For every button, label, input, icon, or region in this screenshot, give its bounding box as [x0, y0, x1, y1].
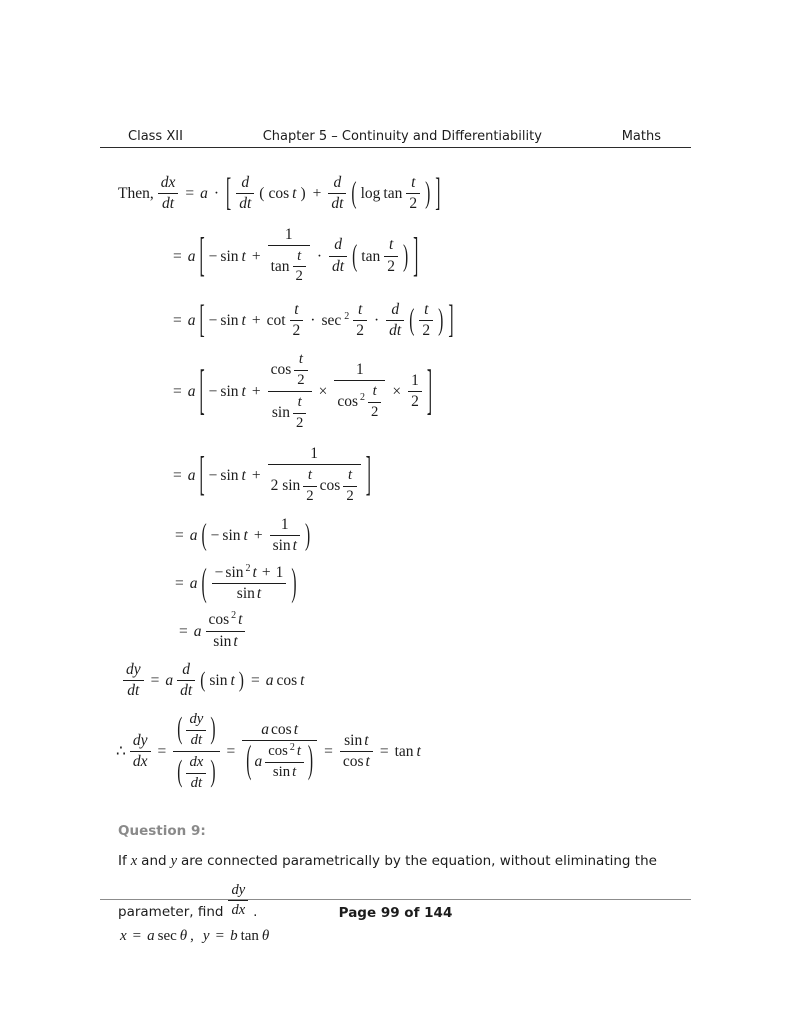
math-token: tan	[394, 743, 414, 761]
left-bracket: [	[199, 230, 205, 282]
denominator	[270, 535, 300, 555]
fraction	[406, 174, 420, 214]
plus-sign: +	[261, 563, 271, 581]
equals-sign: =	[185, 185, 195, 203]
left-bracket: [	[226, 172, 232, 216]
math-token: cos	[342, 753, 364, 771]
denominator: 2	[290, 320, 304, 340]
minus-sign: −	[214, 563, 224, 581]
math-token: sin	[220, 383, 239, 401]
numerator: t	[297, 394, 302, 411]
question-text: If	[118, 853, 127, 870]
fraction	[270, 516, 300, 556]
superscript: 2	[344, 310, 350, 322]
fraction	[242, 721, 317, 782]
math-token: sec	[321, 311, 342, 329]
numerator: dx	[189, 754, 204, 771]
right-bracket: ]	[435, 172, 441, 216]
math-token: a	[193, 622, 202, 640]
math-token: θ	[179, 927, 188, 944]
fraction	[328, 174, 346, 214]
equals-sign: =	[179, 622, 188, 640]
dot-operator: ·	[316, 247, 323, 265]
fraction	[343, 467, 356, 505]
denominator: 2	[294, 370, 307, 389]
header-class: Class XII	[128, 129, 183, 144]
numerator	[265, 743, 304, 761]
fraction	[130, 732, 151, 772]
denominator: dt	[386, 320, 404, 340]
fraction	[334, 361, 385, 422]
numerator: d	[241, 174, 250, 191]
dot-operator: ·	[213, 185, 220, 203]
equation-step-8	[176, 611, 760, 651]
question-label: Question 9:	[118, 823, 206, 840]
math-token: b	[230, 927, 238, 944]
denominator	[334, 380, 385, 422]
math-token: cos	[337, 393, 359, 411]
math-token: tan	[383, 185, 403, 203]
math-token: a	[261, 721, 270, 739]
numerator: d	[182, 660, 191, 678]
math-token: cos	[268, 185, 290, 203]
math-token: cos	[271, 721, 292, 739]
fraction	[268, 445, 361, 506]
math-token: sin	[272, 537, 291, 555]
left-paren: (	[259, 185, 265, 203]
left-paren: (	[409, 303, 415, 338]
equation-step-7	[172, 561, 760, 606]
math-token: t	[300, 672, 305, 690]
plus-sign: +	[251, 383, 261, 401]
math-token: y	[202, 927, 210, 944]
math-token: 2 sin	[270, 477, 301, 495]
equals-sign: =	[175, 527, 184, 545]
math-token: a	[165, 672, 174, 690]
numerator: dx	[160, 174, 176, 191]
math-token: sin	[344, 731, 363, 749]
header-subject: Maths	[621, 129, 661, 144]
denominator: dt	[236, 193, 254, 213]
left-paren: (	[200, 668, 206, 693]
math-token: y	[170, 853, 178, 870]
dot-operator: ·	[373, 311, 380, 329]
math-token: sin	[213, 632, 232, 650]
numerator: dy	[231, 882, 246, 899]
equals-sign: =	[173, 467, 182, 485]
math-token: a	[187, 311, 196, 329]
denominator	[242, 740, 317, 782]
denominator: 2	[368, 402, 381, 421]
plus-sign: +	[251, 311, 261, 329]
fraction	[353, 301, 367, 341]
equals-sign: =	[150, 672, 160, 690]
math-token: cos	[319, 477, 341, 495]
equals-sign: =	[132, 927, 142, 944]
fraction	[419, 301, 433, 341]
math-token: a	[189, 574, 198, 592]
numerator	[206, 611, 246, 630]
question-equation	[120, 928, 760, 945]
left-paren: (	[177, 754, 183, 789]
math-token: t	[241, 311, 246, 329]
fraction	[293, 248, 306, 286]
solution-content	[100, 156, 760, 945]
fraction	[268, 350, 312, 433]
math-token: t	[292, 537, 297, 555]
right-paren: )	[210, 754, 216, 789]
numerator: 1	[284, 225, 293, 243]
superscript: 2	[289, 741, 295, 753]
numerator: dy	[189, 711, 204, 728]
numerator: t	[424, 300, 429, 318]
math-token: t	[292, 763, 297, 780]
numerator: t	[411, 174, 416, 191]
plus-sign: +	[251, 467, 261, 485]
math-token: t	[252, 563, 257, 581]
fraction	[123, 661, 144, 701]
denominator: 2	[293, 413, 306, 432]
fraction	[265, 743, 304, 781]
numerator: t	[357, 300, 363, 318]
numerator: t	[372, 383, 377, 400]
denominator: 2	[406, 193, 420, 213]
math-token: cos	[270, 361, 292, 379]
fraction	[303, 467, 316, 505]
math-token: a	[187, 467, 196, 485]
fraction	[293, 394, 306, 432]
fraction	[212, 564, 287, 604]
equation-step-4	[170, 350, 760, 433]
math-token: tan	[361, 247, 381, 265]
left-bracket: [	[199, 298, 205, 343]
math-token: a	[265, 672, 274, 690]
math-token: t	[293, 721, 299, 739]
dot-operator: ·	[310, 311, 316, 329]
period: .	[253, 903, 258, 920]
times-sign: ×	[318, 383, 328, 401]
denominator	[268, 464, 361, 506]
math-token: t	[241, 467, 246, 485]
times-sign: ×	[392, 383, 402, 401]
math-token: θ	[261, 927, 270, 944]
math-token: a	[187, 247, 196, 265]
equation-step-2	[170, 226, 760, 287]
fraction	[177, 661, 195, 701]
numerator: d	[333, 174, 342, 191]
numerator: dy	[126, 660, 141, 678]
left-paren: (	[246, 739, 252, 783]
math-token: sin	[209, 672, 228, 690]
plus-sign: +	[312, 185, 322, 203]
denominator	[265, 762, 304, 781]
math-token: t	[230, 672, 235, 690]
equals-sign: =	[173, 383, 182, 401]
math-token: t	[243, 527, 248, 545]
math-token: sin	[236, 585, 255, 603]
left-paren: (	[201, 518, 207, 553]
right-bracket: ]	[448, 298, 454, 343]
plus-sign: +	[251, 247, 261, 265]
minus-sign: −	[208, 467, 218, 485]
math-token: a	[147, 927, 155, 944]
superscript: 2	[360, 392, 366, 404]
numerator	[268, 350, 312, 391]
math-token: cos	[276, 672, 298, 690]
math-token: log	[360, 185, 381, 203]
header-chapter-title: Chapter 5 – Continuity and Differentiability	[262, 129, 542, 144]
fraction	[158, 174, 179, 214]
denominator: dt	[123, 680, 144, 700]
right-bracket: ]	[426, 361, 433, 422]
fraction	[206, 611, 246, 651]
fraction	[384, 236, 398, 276]
left-paren: (	[352, 239, 358, 274]
right-paren: )	[291, 561, 297, 606]
math-token: sin	[222, 527, 241, 545]
math-token: t	[296, 743, 301, 760]
denominator	[268, 391, 312, 433]
denominator: dt	[329, 256, 347, 276]
denominator: dt	[158, 193, 179, 213]
math-token: sin	[225, 563, 244, 581]
left-bracket: [	[199, 361, 205, 422]
math-token: a	[189, 527, 198, 545]
denominator	[212, 583, 287, 603]
fraction	[268, 226, 310, 287]
right-paren: )	[210, 712, 216, 747]
equals-sign: =	[250, 672, 260, 690]
numerator: t	[298, 351, 303, 368]
math-token: sec	[157, 927, 177, 944]
right-paren: )	[438, 303, 444, 338]
math-token: tan	[270, 257, 290, 275]
fraction	[329, 236, 347, 276]
left-paren: (	[177, 712, 183, 747]
right-paren: )	[307, 739, 314, 783]
math-token: t	[365, 753, 370, 771]
numerator	[242, 721, 317, 740]
denominator: dt	[177, 680, 195, 700]
numerator: t	[297, 247, 302, 264]
minus-sign: −	[208, 247, 218, 265]
question-text-line1	[118, 853, 760, 870]
denominator	[340, 751, 373, 771]
math-token: cos	[268, 743, 288, 760]
fraction	[290, 301, 304, 341]
fraction	[340, 732, 373, 772]
footer-rule	[100, 899, 691, 900]
question-text: parameter, find	[118, 903, 224, 920]
denominator: dt	[328, 193, 346, 213]
left-paren: (	[351, 176, 357, 211]
equals-sign: =	[226, 743, 236, 761]
equation-step-9	[122, 661, 760, 701]
numerator: 1	[310, 445, 318, 463]
math-token: t	[364, 731, 369, 749]
math-token: Then,	[118, 185, 154, 203]
fraction	[368, 383, 381, 421]
fraction	[386, 301, 404, 341]
denominator: dx	[130, 751, 151, 771]
numerator: d	[334, 236, 342, 254]
math-token: x	[130, 853, 138, 870]
denominator: 2	[353, 320, 367, 340]
fraction	[186, 711, 206, 749]
denominator: 2	[419, 320, 433, 340]
numerator: t	[388, 236, 394, 254]
right-paren: )	[304, 518, 311, 553]
page-number: Page 99 of 144	[338, 905, 453, 921]
header-rule	[100, 147, 691, 148]
numerator: t	[307, 467, 313, 484]
fraction	[408, 372, 422, 412]
numerator: dy	[132, 731, 148, 749]
numerator: 1	[280, 516, 289, 534]
math-token: sin	[220, 247, 239, 265]
math-token: 1	[275, 563, 284, 581]
numerator	[173, 710, 219, 751]
denominator: 2	[408, 391, 422, 411]
denominator: 2	[303, 486, 316, 505]
comma: ,	[190, 927, 194, 944]
fraction	[236, 174, 254, 214]
left-paren: (	[201, 561, 207, 606]
math-token: a	[254, 753, 263, 771]
numerator	[340, 732, 373, 751]
math-token: cot	[266, 311, 286, 329]
equation-step-3	[170, 298, 760, 343]
math-token: t	[416, 743, 421, 761]
denominator: 2	[293, 266, 306, 285]
minus-sign: −	[208, 311, 218, 329]
math-token: cos	[208, 611, 230, 629]
equation-step-5	[170, 445, 760, 506]
math-token: sin	[220, 311, 239, 329]
therefore-sign: ∴	[116, 743, 126, 761]
math-token: t	[256, 585, 262, 603]
numerator: t	[294, 300, 299, 318]
denominator: 2	[343, 486, 356, 505]
equals-sign: =	[324, 743, 333, 761]
minus-sign: −	[208, 383, 218, 401]
equation-step-10	[116, 710, 760, 793]
denominator	[173, 751, 219, 793]
math-token: a	[187, 383, 196, 401]
numerator: d	[391, 300, 400, 318]
fraction	[186, 754, 206, 792]
math-token: sin	[271, 403, 290, 421]
numerator: t	[347, 467, 353, 484]
numerator: 1	[356, 361, 364, 379]
math-token: t	[233, 632, 238, 650]
math-token: sin	[220, 467, 239, 485]
denominator: dt	[186, 773, 206, 792]
right-bracket: ]	[413, 230, 419, 282]
equals-sign: =	[157, 743, 167, 761]
numerator: 1	[411, 371, 419, 389]
fraction	[173, 710, 219, 793]
equation-step-6	[172, 516, 760, 556]
question-text: are connected parametrically by the equation, without eliminating the	[181, 853, 657, 870]
math-token: tan	[240, 927, 259, 944]
right-paren: )	[402, 239, 409, 274]
right-paren: )	[300, 185, 306, 203]
denominator: 2	[384, 256, 398, 276]
math-token: t	[241, 383, 246, 401]
math-token: x	[120, 927, 127, 944]
minus-sign: −	[210, 527, 220, 545]
equals-sign: =	[175, 574, 184, 592]
equals-sign: =	[379, 743, 389, 761]
right-paren: )	[238, 668, 244, 693]
equals-sign: =	[215, 927, 225, 944]
math-token: t	[238, 611, 243, 629]
math-token: t	[292, 185, 297, 203]
math-token: sin	[272, 763, 291, 780]
plus-sign: +	[253, 527, 263, 545]
left-bracket: [	[199, 449, 205, 502]
equals-sign: =	[173, 311, 182, 329]
numerator	[212, 564, 287, 583]
question-text: and	[141, 853, 167, 870]
denominator: dx	[228, 900, 248, 919]
math-token: a	[200, 185, 208, 203]
superscript: 2	[245, 562, 251, 574]
denominator	[268, 245, 310, 287]
denominator	[206, 631, 246, 651]
fraction	[294, 351, 307, 389]
right-bracket: ]	[365, 449, 371, 502]
equals-sign: =	[173, 247, 182, 265]
right-paren: )	[425, 176, 431, 211]
page-header	[100, 129, 691, 144]
equation-step-1	[118, 174, 760, 214]
denominator: dt	[186, 730, 206, 749]
math-token: t	[241, 247, 246, 265]
superscript: 2	[231, 610, 237, 622]
